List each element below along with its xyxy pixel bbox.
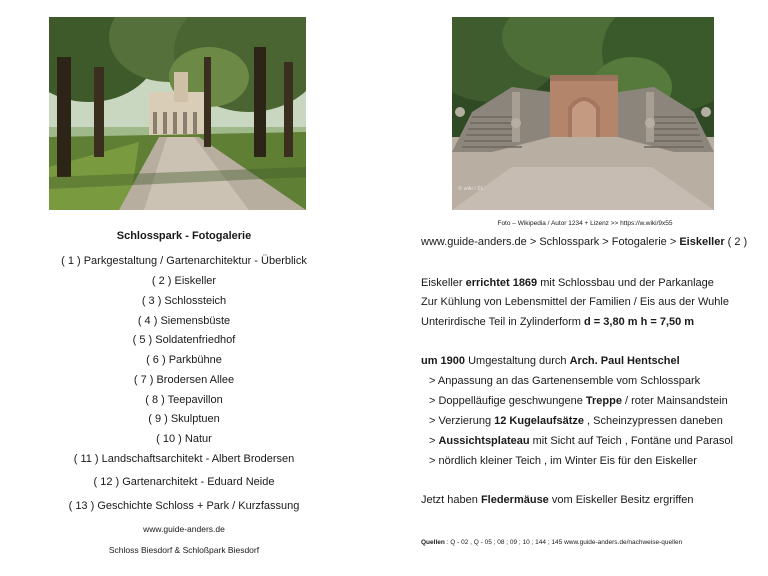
- menu-item-9[interactable]: ( 9 ) Skulptuen: [148, 413, 220, 425]
- text-bats: Jetzt haben Fledermäuse vom Eiskeller Besitz ergriffen: [421, 494, 694, 506]
- eiskeller-photo: [452, 17, 714, 210]
- menu-item-3[interactable]: ( 3 ) Schlossteich: [141, 295, 227, 307]
- bullet-adaptation: > Anpassung an das Gartenensemble vom Schlosspark: [429, 375, 701, 387]
- menu-item-11[interactable]: ( 11 ) Landschaftsarchitekt - Albert Brodersen: [73, 453, 295, 465]
- menu-item-2[interactable]: ( 2 ) Eiskeller: [151, 275, 217, 287]
- menu-item-1[interactable]: ( 1 ) Parkgestaltung / Gartenarchitektur - Überblick: [61, 255, 307, 267]
- park-avenue-photo: [49, 17, 306, 210]
- text-dimensions: Unterirdische Teil in Zylinderform d = 3,80 m h = 7,50 m: [421, 316, 695, 328]
- text-redesign: um 1900 Umgestaltung durch Arch. Paul Hentschel: [421, 355, 680, 367]
- photo-watermark: © wiki / 01: [458, 186, 484, 192]
- menu-item-5[interactable]: ( 5 ) Soldatenfriedhof: [132, 334, 236, 346]
- breadcrumb[interactable]: [421, 236, 747, 248]
- menu-item-6[interactable]: ( 6 ) Parkbühne: [146, 354, 222, 366]
- menu-item-10[interactable]: ( 10 ) Natur: [156, 433, 212, 445]
- website-link[interactable]: www.guide-anders.de: [143, 524, 225, 534]
- sources-line: Quellen : Q - 02 , Q - 05 ; 08 ; 09 ; 10 ; 144 ; 145 www.guide-anders.de/nachweise-quellen: [421, 539, 683, 546]
- photo-caption: Foto – Wikipedia / Autor 1234 + Lizenz >> https://w.wiki/9x55: [497, 220, 673, 227]
- bullet-pond: > nördlich kleiner Teich , im Winter Eis für den Eiskeller: [429, 455, 697, 467]
- footer-text: Schloss Biesdorf & Schloßpark Biesdorf: [108, 545, 260, 555]
- bullet-stairs: > Doppelläufige geschwungene Treppe / roter Mainsandstein: [429, 395, 728, 407]
- breadcrumb-path[interactable]: www.guide-anders.de > Schlosspark > Fotogalerie >: [421, 236, 680, 248]
- menu-item-7[interactable]: ( 7 ) Brodersen Allee: [133, 374, 235, 386]
- text-built: Eiskeller errichtet 1869 mit Schlossbau und der Parkanlage: [421, 277, 714, 289]
- bullet-decoration: > Verzierung 12 Kugelaufsätze , Scheinzypressen daneben: [429, 415, 723, 427]
- breadcrumb-current: Eiskeller: [679, 236, 725, 248]
- bullet-plateau: > Aussichtsplateau mit Sicht auf Teich , Fontäne und Parasol: [429, 435, 733, 447]
- menu-item-4[interactable]: ( 4 ) Siemensbüste: [137, 315, 231, 327]
- menu-item-12[interactable]: ( 12 ) Gartenarchitekt - Eduard Neide: [93, 476, 275, 488]
- gallery-title: Schlosspark - Fotogalerie: [116, 230, 252, 242]
- breadcrumb-number: ( 2 ): [724, 236, 748, 248]
- text-cooling: Zur Kühlung von Lebensmittel der Familien / Eis aus der Wuhle: [421, 296, 729, 308]
- menu-item-13[interactable]: ( 13 ) Geschichte Schloss + Park / Kurzfassung: [68, 500, 300, 512]
- menu-item-8[interactable]: ( 8 ) Teepavillon: [145, 394, 223, 406]
